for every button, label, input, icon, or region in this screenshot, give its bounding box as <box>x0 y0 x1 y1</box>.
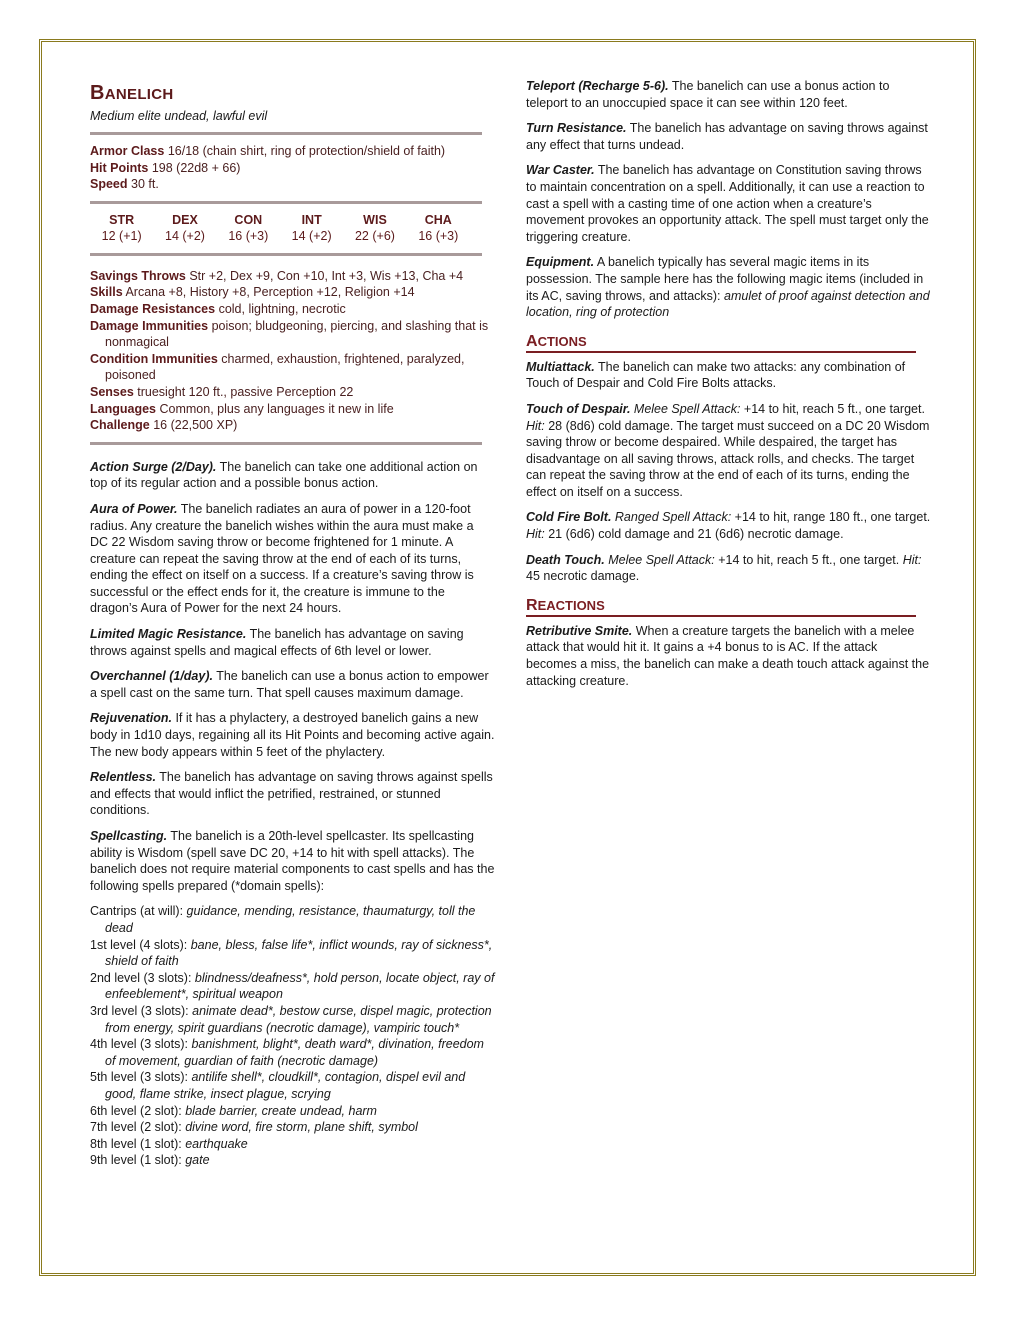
left-column <box>90 80 495 1169</box>
action: Touch of Despair. Melee Spell Attack: +14 to hit, reach 5 ft., one target. Hit: 28 (8d6) cold damage. The target must succeed on a DC 20 Wisdom saving throw or become despaired. While despaired, the target has disadvantage on all saving throws, attack rolls, and checks. The target can repeat the saving throw at the end of each of its turns, ending the effect on itself on a success. <box>526 401 930 499</box>
divider <box>90 201 482 204</box>
detail-saving-throws: Savings Throws Str +2, Dex +9, Con +10, Int +3, Wis +13, Cha +4 <box>90 268 464 283</box>
action: Multiattack. The banelich can make two attacks: any combination of Touch of Despair and Cold Fire Bolts attacks. <box>526 359 906 391</box>
spell-list <box>90 903 495 1169</box>
ability-header: WIS <box>363 212 387 227</box>
ability-header: CON <box>234 212 263 227</box>
equipment: Equipment. A banelich typically has several magic items in its possession. The sample here has the following magic items (included in its AC, saving throws, and attacks): amulet of proof against detection and location, ring of protection <box>526 255 930 320</box>
action: Death Touch. Melee Spell Attack: +14 to hit, reach 5 ft., one target. Hit: 45 necrotic damage. <box>526 552 922 584</box>
spell-level: 2nd level (3 slots): blindness/deafness*, hold person, locate object, ray of enfeeblement*, spiritual weapon <box>90 970 495 1002</box>
monster-subtitle: Medium elite undead, lawful evil <box>90 109 268 123</box>
spell-level: Cantrips (at will): guidance, mending, resistance, thaumaturgy, toll the dead <box>90 904 476 935</box>
trait: Teleport (Recharge 5-6). The banelich can use a bonus action to teleport to an unoccupied space it can see within 120 feet. <box>526 79 890 110</box>
ability-header: INT <box>301 212 322 227</box>
detail-damage-resistances: Damage Resistances cold, lightning, necrotic <box>90 301 346 316</box>
divider <box>90 442 482 445</box>
ability-value: 12 (+1) <box>101 228 142 243</box>
detail-damage-immunities: Damage Immunities poison; bludgeoning, piercing, and slashing that is nonmagical <box>90 318 489 350</box>
trait: Rejuvenation. If it has a phylactery, a destroyed banelich gains a new body in 1d10 days, regaining all its Hit Points and becoming active again. The new body appears within 5 feet of the phylactery. <box>90 711 495 759</box>
spell-level: 4th level (3 slots): banishment, blight*, death ward*, divination, freedom of movement, guardian of faith (necrotic damage) <box>90 1037 484 1068</box>
spell-level: 1st level (4 slots): bane, bless, false life*, inflict wounds, ray of sickness*, shield of faith <box>90 937 493 969</box>
ability-value: 14 (+2) <box>291 228 332 243</box>
spell-level: 8th level (1 slot): earthquake <box>90 1136 248 1151</box>
spell-level: 9th level (1 slot): gate <box>90 1153 210 1168</box>
trait: Turn Resistance. The banelich has advantage on saving throws against any effect that turns undead. <box>526 121 928 152</box>
spell-level: 7th level (2 slot): divine word, fire storm, plane shift, symbol <box>90 1120 418 1135</box>
spell-level: 5th level (3 slots): antilife shell*, cloudkill*, contagion, dispel evil and good, flame strike, insect plague, scrying <box>90 1070 466 1101</box>
reaction: Retributive Smite. When a creature targets the banelich with a melee attack that would hit it. It gains a +4 bonus to is AC. If the attack becomes a miss, the banelich can make a death touch attack against the attacking creature. <box>526 623 930 688</box>
hit-points: Hit Points 198 (22d8 + 66) <box>90 160 241 175</box>
detail-languages: Languages Common, plus any languages it new in life <box>90 401 394 416</box>
ability-value: 22 (+6) <box>354 228 395 243</box>
armor-class: Armor Class 16/18 (chain shirt, ring of protection/shield of faith) <box>90 144 446 158</box>
detail-challenge: Challenge 16 (22,500 XP) <box>90 418 238 433</box>
ability-headers <box>90 212 470 228</box>
trait: Overchannel (1/day). The banelich can use a bonus action to empower a spell cast on the same turn. That spell causes maximum damage. <box>90 669 489 700</box>
divider <box>90 253 482 256</box>
action: Cold Fire Bolt. Ranged Spell Attack: +14 to hit, range 180 ft., one target. Hit: 21 (6d6) cold damage and 21 (6d6) necrotic damage. <box>526 510 931 542</box>
ability-value: 16 (+3) <box>418 228 459 243</box>
trait: War Caster. The banelich has advantage on Constitution saving throws to maintain concentration on a spell. Additionally, it can use a reaction to cast a spell with a casting time of one action when a creature’s movement provokes an opportunity attack. The spell must target only the triggering creature. <box>526 163 929 244</box>
trait: Action Surge (2/Day). The banelich can take one additional action on top of its regular action and a possible bonus action. <box>90 459 478 491</box>
detail-senses: Senses truesight 120 ft., passive Perception 22 <box>90 384 354 399</box>
trait: Relentless. The banelich has advantage on saving throws against spells and effects that would inflict the petrified, restrained, or stunned conditions. <box>90 770 493 818</box>
spell-level: 3rd level (3 slots): animate dead*, bestow curse, dispel magic, protection from energy, spirit guardians (necrotic damage), vampiric touch* <box>90 1003 492 1035</box>
detail-skills: Skills Arcana +8, History +8, Perception +12, Religion +14 <box>90 285 415 300</box>
trait: Limited Magic Resistance. The banelich has advantage on saving throws against spells and magical effects of 6th level or lower. <box>90 627 464 658</box>
ability-value: 16 (+3) <box>228 228 269 243</box>
ability-values <box>90 228 470 245</box>
trait-spellcasting: Spellcasting. The banelich is a 20th-level spellcaster. Its spellcasting ability is Wisdom (spell save DC 20, +14 to hit with spell attacks). The banelich does not require material components to cast spells and has the following spells prepared (*domain spells): <box>90 829 495 893</box>
details-block <box>90 268 495 434</box>
spell-level: 6th level (2 slot): blade barrier, create undead, harm <box>90 1103 377 1118</box>
ability-header: DEX <box>172 212 198 227</box>
detail-condition-immunities: Condition Immunities charmed, exhaustion, frightened, paralyzed, poisoned <box>90 351 465 383</box>
ability-header: CHA <box>424 212 452 227</box>
ability-header: STR <box>109 212 135 227</box>
ability-value: 14 (+2) <box>165 228 205 243</box>
actions-heading: ACTIONS <box>526 333 916 353</box>
reactions-heading: REACTIONS <box>526 597 916 617</box>
monster-name: BANELICH <box>90 82 174 104</box>
divider <box>90 132 482 135</box>
speed: Speed 30 ft. <box>90 177 159 192</box>
trait: Aura of Power. The banelich radiates an aura of power in a 120-foot radius. Any creature the banelich wishes within the aura must make a DC 22 Wisdom saving throw or become frightened for 1 minute. A creature can repeat the saving throw at the end of each of its turns, ending the effect on itself on a success. If a creature’s saving throw is successful or the effect ends for it, the creature is immune to the dragon’s Aura of Power for the next 24 hours. <box>90 501 474 616</box>
right-column <box>526 78 931 698</box>
traits-block <box>90 459 495 895</box>
